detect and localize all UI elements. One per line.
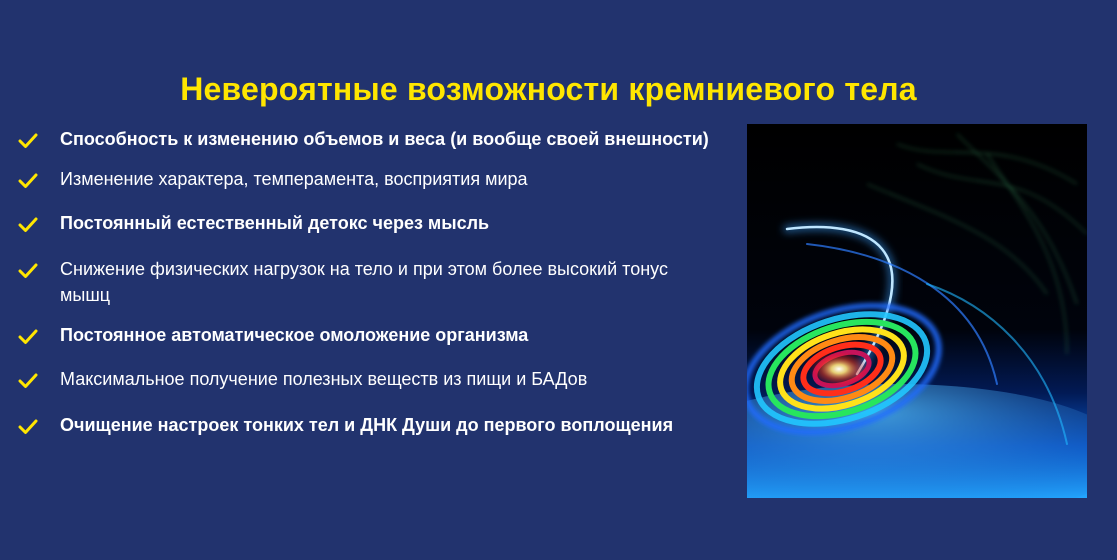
checkmark-icon [18, 172, 38, 190]
checkmark-icon [18, 132, 38, 150]
feature-text: Очищение настроек тонких тел и ДНК Души до первого воплощения [60, 415, 674, 435]
feature-list [18, 126, 718, 438]
feature-item [18, 322, 718, 348]
feature-text: Постоянный естественный детокс через мысль [60, 213, 490, 233]
checkmark-icon [18, 418, 38, 436]
checkmark-icon [18, 372, 38, 390]
checkmark-icon [18, 262, 38, 280]
feature-item [18, 256, 718, 308]
feature-item [18, 210, 718, 236]
feature-item [18, 412, 718, 438]
feature-item [18, 126, 718, 152]
feature-text: Снижение физических нагрузок на тело и при этом более высокий тонус мышц [60, 259, 668, 305]
energy-swirl-image [747, 124, 1087, 498]
feature-text: Способность к изменению объемов и веса (и вообще своей внешности) [60, 129, 709, 149]
checkmark-icon [18, 216, 38, 234]
feature-text: Постоянное автоматическое омоложение организма [60, 325, 529, 345]
feature-item [18, 166, 718, 192]
feature-text: Изменение характера, темперамента, восприятия мира [60, 169, 528, 189]
feature-text: Максимальное получение полезных веществ из пищи и БАДов [60, 369, 588, 389]
feature-item [18, 366, 718, 392]
checkmark-icon [18, 328, 38, 346]
page-title: Невероятные возможности кремниевого тела [180, 71, 917, 108]
